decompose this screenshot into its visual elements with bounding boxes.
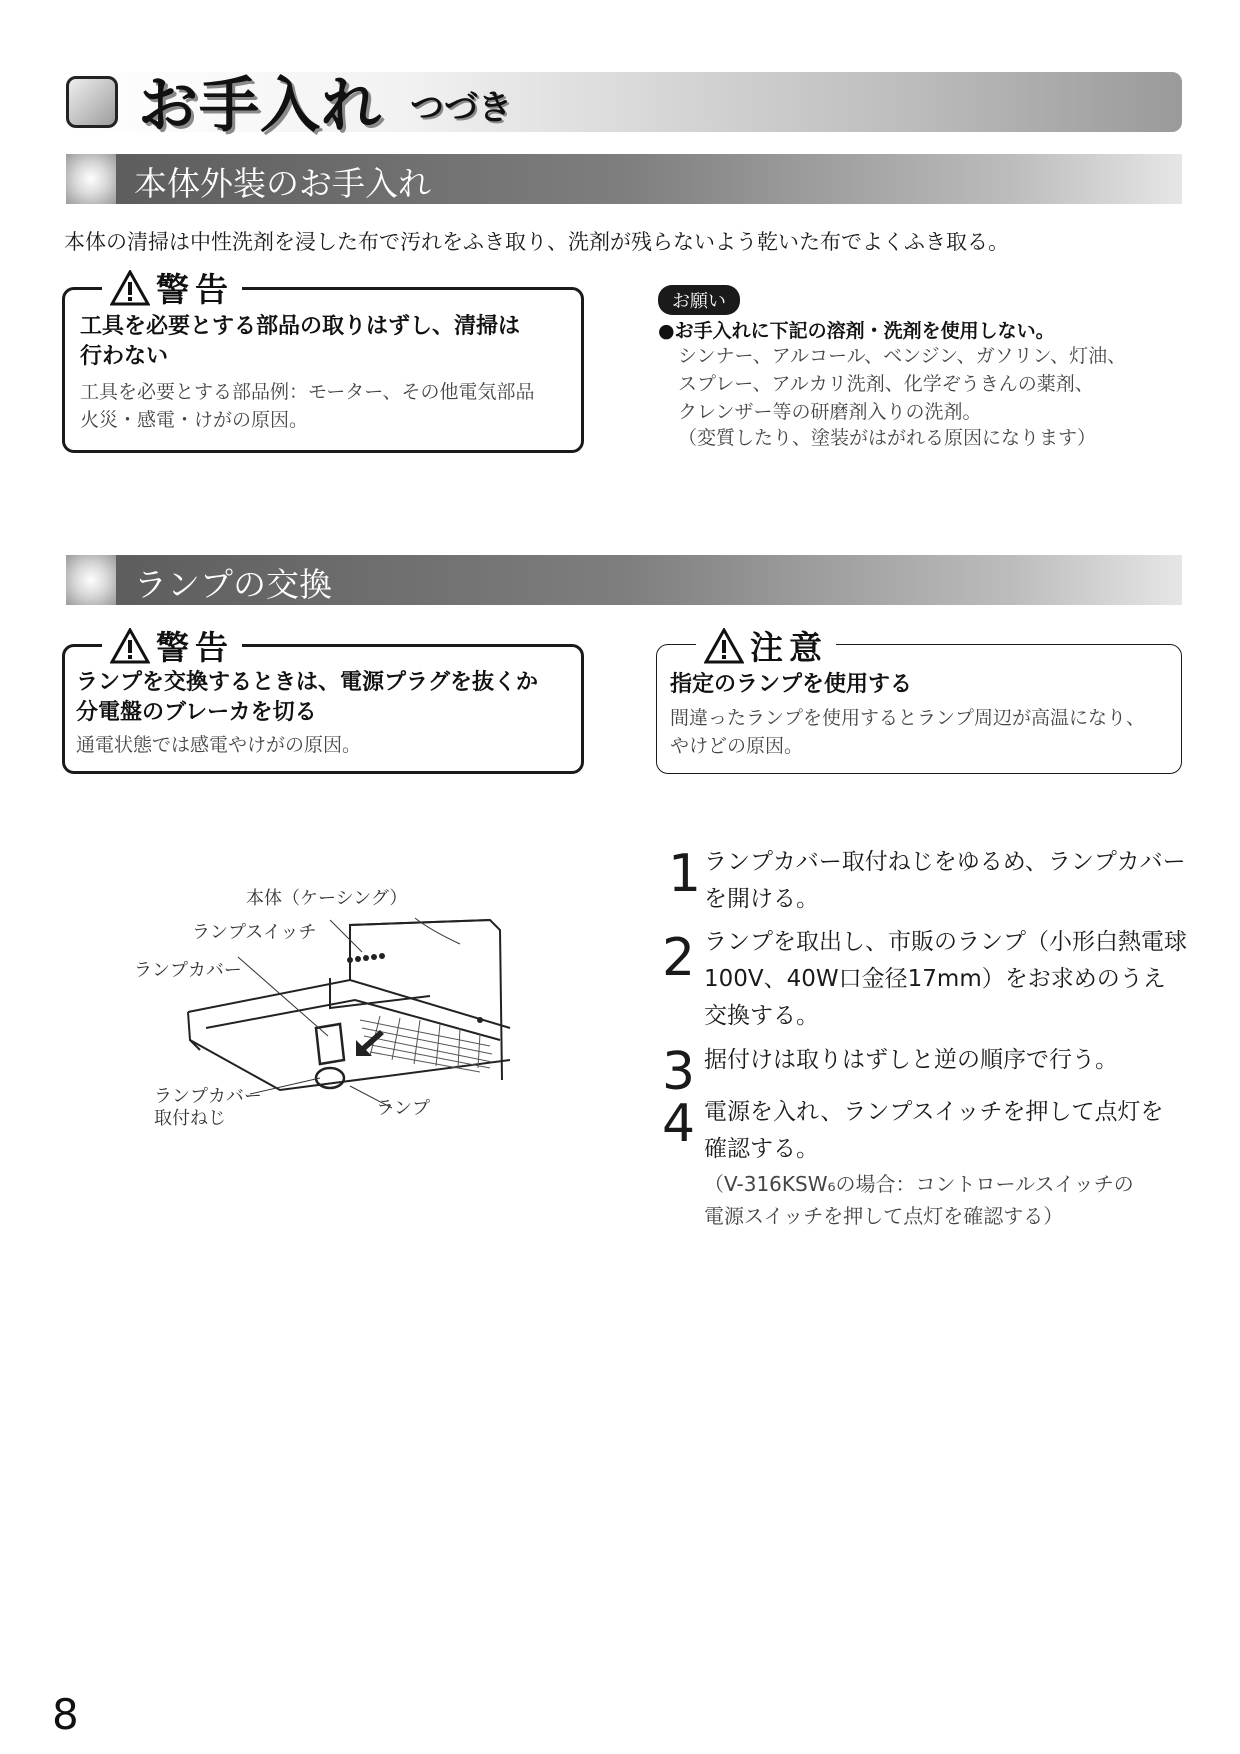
caution-heading: 指定のランプを使用する bbox=[670, 672, 913, 697]
warning-heading-line2: 行わない bbox=[80, 344, 169, 369]
warning-triangle-icon bbox=[110, 270, 150, 306]
warning-label-text: 警告 bbox=[156, 628, 234, 667]
caution-detail-line2: やけどの原因。 bbox=[670, 735, 804, 757]
section-square-icon bbox=[66, 555, 116, 605]
section-title-exterior: 本体外装のお手入れ bbox=[134, 164, 431, 203]
step-3-line1: 据付けは取りはずしと逆の順序で行う。 bbox=[704, 1047, 1118, 1073]
step-number-4: 4 bbox=[662, 1094, 696, 1154]
request-heading: ●お手入れに下記の溶剤・洗剤を使用しない。 bbox=[658, 320, 1055, 342]
step-1-line2: を開ける。 bbox=[704, 886, 819, 912]
caution-detail-line1: 間違ったランプを使用するとランプ周辺が高温になり、 bbox=[670, 707, 1146, 729]
request-line4: （変質したり、塗装がはがれる原因になります） bbox=[678, 427, 1097, 449]
step-number-3: 3 bbox=[662, 1042, 696, 1102]
warning-heading-line1: ランプを交換するときは、電源プラグを抜くか bbox=[76, 670, 539, 695]
title-square-icon bbox=[66, 76, 118, 128]
warning-detail-line2: 火災・感電・けがの原因。 bbox=[80, 409, 309, 431]
exterior-intro: 本体の清掃は中性洗剤を浸した布で汚れをふき取り、洗剤が残らないよう乾いた布でよくふき取る。 bbox=[64, 230, 1009, 254]
caution-label bbox=[696, 622, 836, 669]
page-title-suffix: つづき bbox=[410, 88, 512, 128]
step-number-1: 1 bbox=[668, 844, 702, 904]
warning-detail-line1: 工具を必要とする部品例：モーター、その他電気部品 bbox=[80, 381, 535, 403]
warning-detail: 通電状態では感電やけがの原因。 bbox=[76, 734, 362, 756]
warning-triangle-icon bbox=[110, 628, 150, 664]
diagram-label-cover-screw-1: ランプカバー bbox=[154, 1086, 262, 1107]
request-line3: クレンザー等の研磨剤入りの洗剤。 bbox=[678, 401, 982, 423]
diagram-label-lamp-switch: ランプスイッチ bbox=[192, 922, 317, 943]
diagram-label-cover-screw-2: 取付ねじ bbox=[154, 1108, 226, 1129]
diagram-label-lamp: ランプ bbox=[376, 1098, 430, 1119]
step-4-line2: 確認する。 bbox=[704, 1136, 819, 1162]
diagram-label-lamp-cover: ランプカバー bbox=[134, 960, 242, 981]
caution-triangle-icon bbox=[704, 628, 744, 664]
warning-label-text: 警告 bbox=[156, 270, 234, 309]
step-4-note-line2: 電源スイッチを押して点灯を確認する） bbox=[704, 1204, 1064, 1228]
step-4-note-line1: （V-316KSW₆の場合：コントロールスイッチの bbox=[704, 1172, 1134, 1196]
warning-label bbox=[102, 622, 242, 669]
warning-label bbox=[102, 264, 242, 311]
step-4-line1: 電源を入れ、ランプスイッチを押して点灯を bbox=[704, 1099, 1164, 1125]
page-title: お手入れ bbox=[138, 71, 382, 141]
request-line1: シンナー、アルコール、ベンジン、ガソリン、灯油、 bbox=[678, 345, 1127, 367]
step-2-line3: 交換する。 bbox=[704, 1003, 819, 1029]
request-badge: お願い bbox=[658, 285, 740, 315]
step-1-line1: ランプカバー取付ねじをゆるめ、ランプカバー bbox=[704, 849, 1186, 875]
request-line2: スプレー、アルカリ洗剤、化学ぞうきんの薬剤、 bbox=[678, 373, 1094, 395]
step-2-line2: 100V、40W口金径17mm）をお求めのうえ bbox=[704, 966, 1166, 992]
page-number: 8 bbox=[52, 1690, 79, 1739]
warning-heading-line2: 分電盤のブレーカを切る bbox=[76, 700, 317, 725]
step-number-2: 2 bbox=[662, 928, 696, 988]
section-title-lamp: ランプの交換 bbox=[134, 565, 332, 604]
diagram-label-casing: 本体（ケーシング） bbox=[246, 888, 408, 909]
step-2-line1: ランプを取出し、市販のランプ（小形白熱電球 bbox=[704, 929, 1187, 955]
section-square-icon bbox=[66, 154, 116, 204]
warning-heading-line1: 工具を必要とする部品の取りはずし、清掃は bbox=[80, 314, 521, 339]
caution-label-text: 注意 bbox=[750, 628, 828, 667]
